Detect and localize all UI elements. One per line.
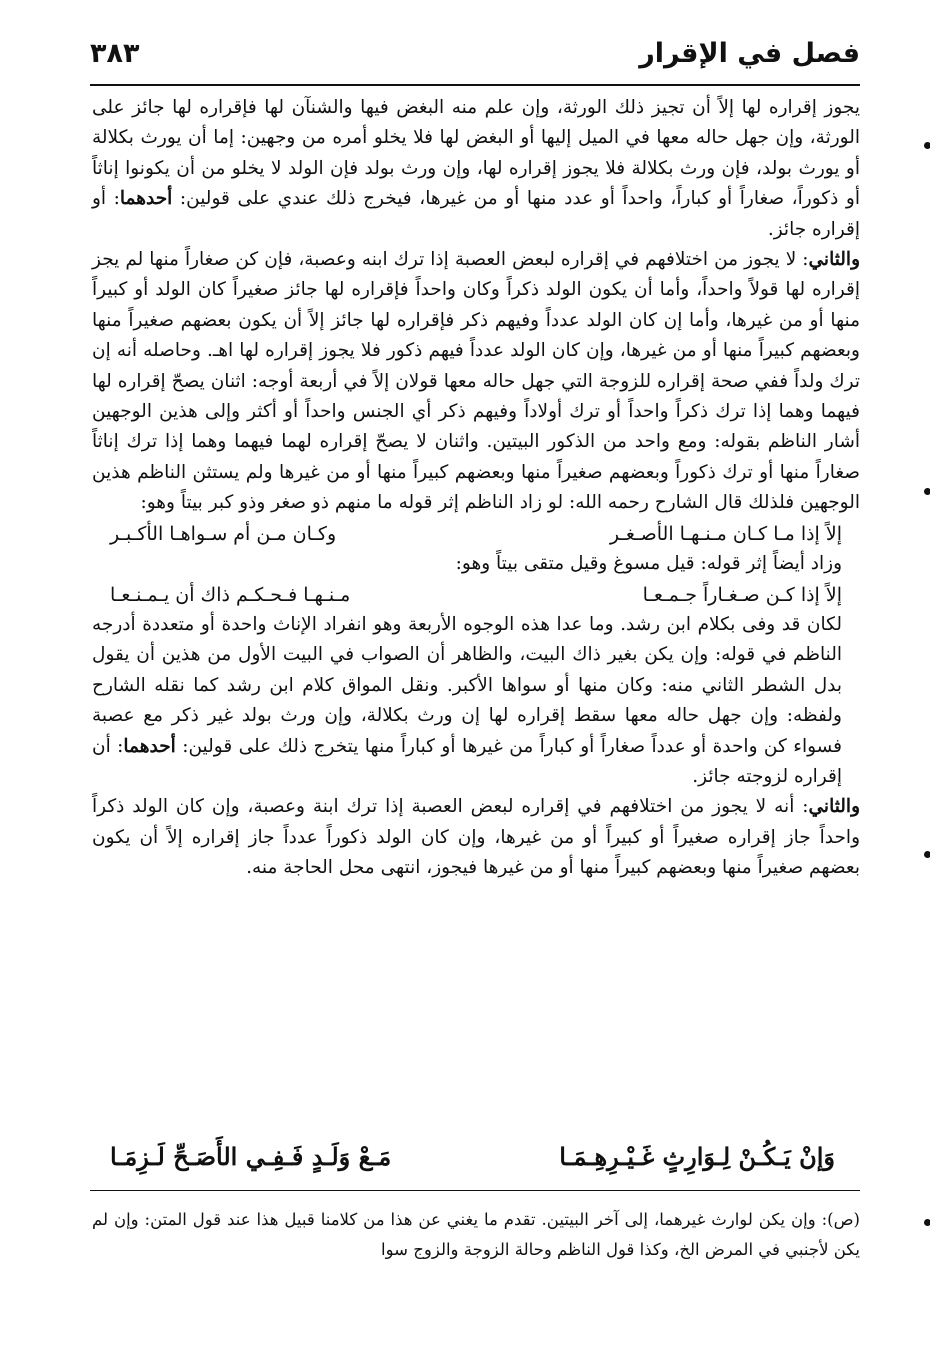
header-rule [90,84,860,86]
page-number: ٣٨٣ [90,38,140,69]
verse-hemistich: إلاً إذا كـن صـغـاراً جـمـعـا [642,583,842,606]
footnote [92,1205,860,1265]
main-text [92,93,860,884]
paragraph-text: : لا يجوز من اختلافهم في إقراره لبعض العصبة إذا ترك ابنه وعصبة، فإن كن صغاراً منها لم يجز إقراره لها قولاً واحداً، وأما أن يكون الولد ذكراً وكان واحداً فإقراره لها جائز صغيراً كان الولد أو كبيراً منها أو من غيرها، وأما إن كان الولد عدداً وفيهم ذكر فإقراره لها جائز إلاً أن يكون بعضهم صغيراً منها وبعضهم كبيراً منها أو من غيرها، وإن كان الولد عدداً فيهم ذكور فلا يجوز إقراره لها اهـ. وحاصله أنه إن ترك ولداً ففي صحة إقراره للزوجة التي جهل حاله معها قولان إلاً في أربعة أوجه: اثنان يصحّ إقراره لها فيهما وهما إذا ترك ذكراً واحداً أو ترك أولاداً وفيهم ذكر أي الجنس واحداً أو أكثر وإلى هذين الوجهين أشار الناظم بقوله: ومع واحد من الذكور البيتين. واثنان لا يصحّ إقراره لهما فيهما وهما إذا ترك إناثاً صغاراً منها أو ترك ذكوراً وبعضهم صغيراً منها وبعضهم كبيراً منها أو من غيرها ولم يستثن الناظم هذين الوجهين فلذلك قال الشارح رحمه الله: لو زاد الناظم إثر قوله ما منهم ذو صغر وذو كبر بيتاً وهو: [92,249,860,514]
paragraph [92,93,860,245]
paragraph [92,549,860,579]
bold-term: والثاني [808,796,860,818]
chapter-title: فصل في الإقرار [639,38,860,69]
paragraph-text: : أو إقراره جائز. [92,188,860,240]
running-header [90,38,860,82]
poem-hemistich-left: مَـعْ وَلَـدٍ فَـفِـي الأَصَـحِّ لَـزِمَـا [110,1142,392,1171]
footnote-text: (ص): وإن يكن لوارث غيرهما، إلى آخر البيتين. تقدم ما يغني عن هذا من كلامنا قبيل هذا عند قول المتن: وإن لم يكن لأجنبي في المرض الخ، وكذا قول الناظم وحالة الزوجة والزوج سوا [92,1210,860,1259]
paragraph-text: يجوز إقراره لها إلاً أن تجيز ذلك الورثة، وإن علم منه البغض فيها والشنآن لها فإقراره لها جائز على الورثة، وإن جهل حاله معها في الميل إليها أو البغض لها فلا يخلو أمره من وجهين: إما أن يورث بكلالة أو يورث بولد، فإن ورث بكلالة فلا يجوز إقراره لها، وإن ورث بولد فإن الولد لا يخلو من أن يكونوا إناثاً أو ذكوراً، صغاراً أو كباراً، واحداً أو عدد منها أو من غيرها، فيخرج ذلك عندي على قولين: [92,97,861,210]
verse-line [92,519,860,549]
bold-term: والثاني [808,249,860,271]
poem-verse [110,1142,835,1171]
margin-bullet-icon [924,851,930,858]
paragraph-text: : أنه لا يجوز من اختلافهم في إقراره لبعض العصبة إذا ترك ابنة وعصبة، وإن كان الولد ذكراً واحداً جاز إقراره صغيراً أو كبيراً أو من غيرها، وإن كان الولد ذكوراً عدداً جاز إقراره إلاً أن يكون بعضهم صغيراً منها وبعضهم كبيراً منها أو من غيرها فيجوز، انتهى محل الحاجة منه. [92,796,860,879]
verse-hemistich: إلاً إذا مـا كـان مـنـهـا الأصـغـر [609,522,842,545]
paragraph-text: : أن إقراره لزوجته جائز. [92,735,842,787]
paragraph [92,245,860,519]
paragraph-text: وزاد أيضاً إثر قوله: قيل مسوغ وقيل متقى بيتاً وهو: [455,553,842,575]
margin-bullet-icon [924,142,930,149]
paragraph [92,792,860,883]
paragraph-text: لكان قد وفى بكلام ابن رشد. وما عدا هذه الوجوه الأربعة وهو انفراد الإناث واحدة أو متعددة أدرجه الناظم في قوله: وإن يكن بغير ذاك البيت، والظاهر أن الصواب في البيت الأول من هذين أن يقول بدل الشطر الثاني منه: وكان منها أو سواها الأكبر. ونقل المواق كلام ابن رشد كما نقله الشارح ولفظه: وإن جهل حاله معها سقط إقراره لها إن ورث بكلالة، وإن ورث بولد غير ذكر مع عصبة فسواء كن واحدة أو عدداً صغاراً أو كباراً من غيرها أو كباراً منها يتخرج ذلك على قولين: [92,613,843,757]
poem-hemistich-right: وَإنْ يَـكُـنْ لِـوَارِثٍ غَـيْـرِهِـمَـا [559,1142,835,1171]
margin-bullet-icon [924,1219,930,1226]
verse-hemistich: وكـان مـن أم سـواهـا الأكـبـر [110,522,337,545]
bold-term: أحدهما [123,735,176,757]
paragraph [92,610,860,792]
verse-hemistich: مـنـهـا فـحـكـم ذاك أن يـمـنـعـا [110,583,351,606]
verse-line [92,580,860,610]
margin-bullet-icon [924,488,930,495]
footnote-rule [90,1190,860,1191]
bold-term: أحدهما [119,188,173,210]
